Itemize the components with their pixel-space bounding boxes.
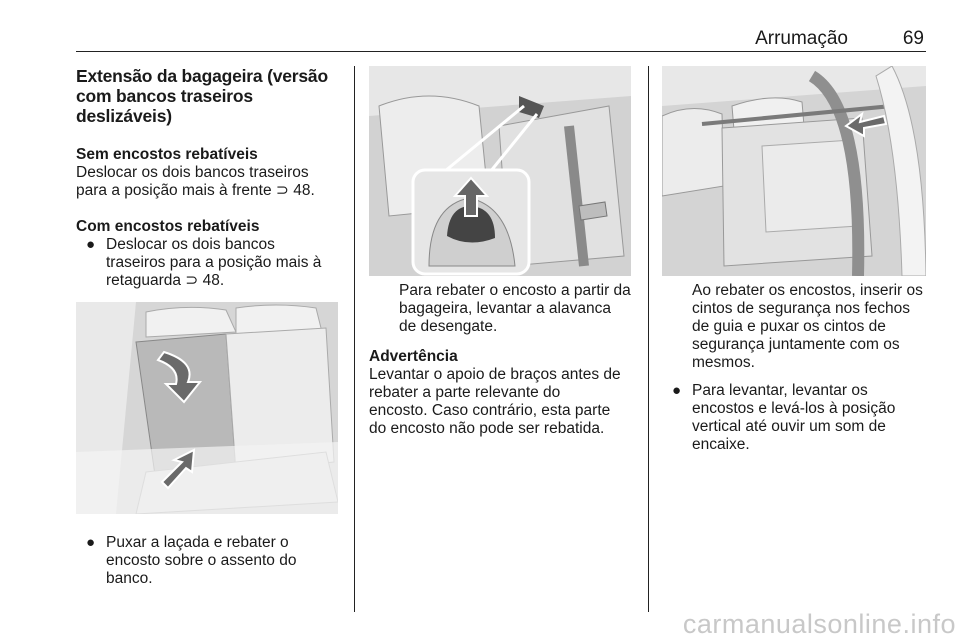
bullet-dot-icon: ● [86, 236, 96, 253]
chapter-title: Arrumação [755, 28, 848, 49]
caption-line: segurança juntamente com os [692, 336, 900, 353]
bullet-line: Para levantar, levantar os [692, 382, 868, 399]
reference-arrow-icon: ⊃ [185, 272, 199, 289]
caption-line: cintos de segurança nos fechos [692, 300, 910, 317]
illustration-rear-seats [76, 302, 338, 514]
paragraph-line: para a posição mais à frente [76, 182, 272, 199]
warning-heading: Advertência [369, 348, 458, 365]
reference-arrow-icon: ⊃ [275, 182, 289, 199]
bullet-item [662, 382, 928, 454]
bullet-line: retaguarda [106, 272, 181, 289]
caption-line: de desengate. [399, 318, 498, 335]
bullet-line: encosto sobre o assento do [106, 552, 297, 569]
section-title [76, 66, 344, 126]
column-divider-1 [354, 66, 355, 612]
bullet-line: encaixe. [692, 436, 750, 453]
bullet-line: vertical até ouvir um som de [692, 418, 886, 435]
bullet-dot-icon: ● [86, 534, 96, 551]
caption-line: de guia e puxar os cintos de [692, 318, 886, 335]
watermark-text: carmanualsonline.info [682, 609, 956, 639]
column-1 [76, 66, 344, 588]
bullet-item [76, 236, 344, 290]
illustration-caption [662, 282, 928, 372]
caption-line: Ao rebater os encostos, inserir os [692, 282, 923, 299]
section-title-line: com bancos traseiros deslizáveis) [76, 86, 253, 126]
warning-line: encosto. Caso contrário, esta parte [369, 402, 611, 419]
caption-line: bagageira, levantar a alavanca [399, 300, 611, 317]
paragraph-no-folding [76, 164, 344, 200]
bullet-line: traseiros para a posição mais à [106, 254, 322, 271]
page-reference-link[interactable]: 48. [202, 272, 225, 289]
caption-line: mesmos. [692, 354, 755, 371]
illustration-caption [369, 282, 633, 336]
bullet-line: banco. [106, 570, 153, 587]
caption-line: Para rebater o encosto a partir da [399, 282, 631, 299]
illustration-seat-belt-guide [662, 66, 926, 276]
subheading-no-folding: Sem encostos rebatíveis [76, 146, 258, 163]
section-title-line: Extensão da bagageira (versão [76, 66, 328, 86]
bullet-dot-icon: ● [672, 382, 682, 399]
column-3 [662, 66, 928, 454]
warning-line: Levantar o apoio de braços antes de [369, 366, 621, 383]
paragraph-line: Deslocar os dois bancos traseiros [76, 164, 309, 181]
bullet-line: Puxar a laçada e rebater o [106, 534, 289, 551]
warning-line: do encosto não pode ser rebatida. [369, 420, 605, 437]
illustration-release-lever [369, 66, 631, 276]
subheading-folding: Com encostos rebatíveis [76, 218, 260, 235]
warning-line: rebater a parte relevante do [369, 384, 561, 401]
page-number: 69 [902, 28, 924, 49]
column-2 [369, 66, 633, 438]
bullet-line: Deslocar os dois bancos [106, 236, 275, 253]
page-reference-link[interactable]: 48. [293, 182, 315, 199]
header-divider [76, 51, 926, 52]
warning-text [369, 366, 633, 438]
page-header [76, 28, 926, 52]
bullet-item [76, 534, 344, 588]
bullet-line: encostos e levá-los à posição [692, 400, 896, 417]
column-divider-2 [648, 66, 649, 612]
